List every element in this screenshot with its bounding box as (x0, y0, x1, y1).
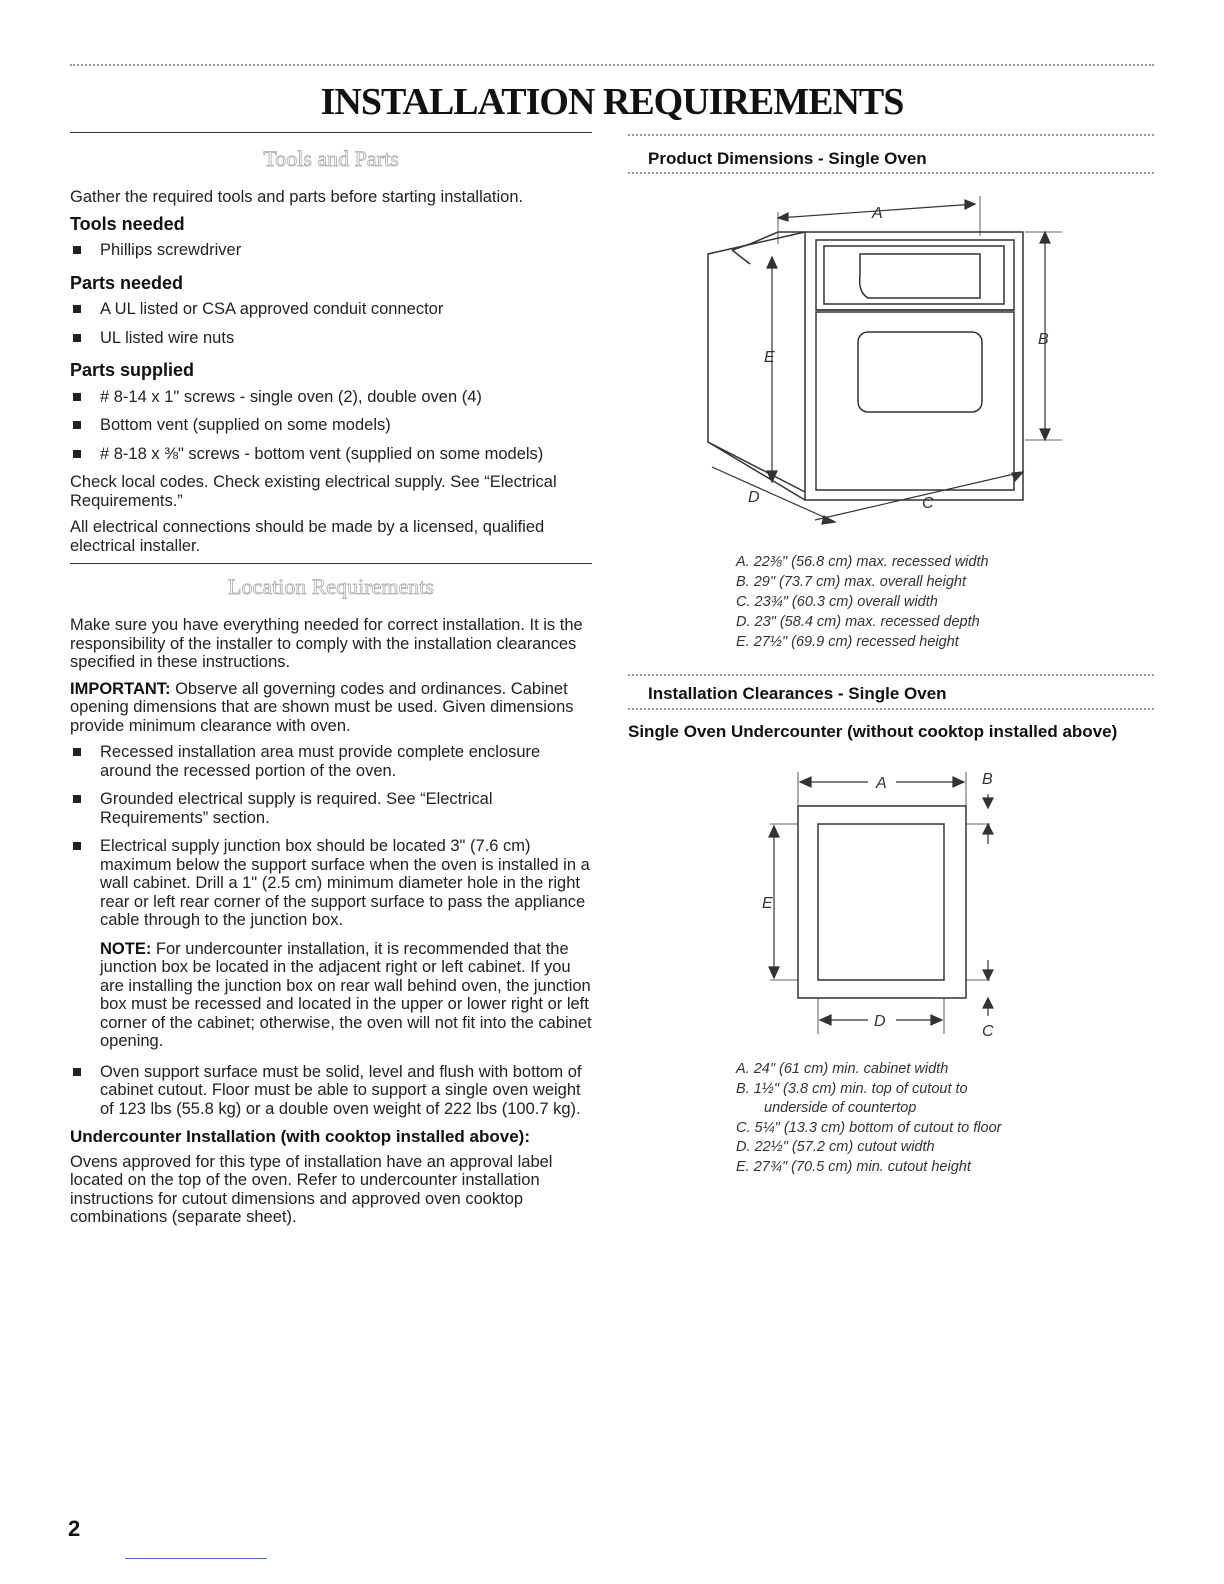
top-dotted-rule (70, 64, 1154, 66)
oven-label-e: E (764, 349, 775, 366)
location-intro: Make sure you have everything needed for correct installation. It is the responsibility of the installer to comply with the installation clearances specified in these instructions. (70, 616, 583, 671)
location-list (70, 743, 592, 930)
check-codes-text: Check local codes. Check existing electrical supply. See “Electrical Requirements.” (70, 473, 557, 510)
oven-legend (736, 552, 989, 652)
parts-needed-list (70, 300, 592, 347)
legend-item: B. 29" (73.7 cm) max. overall height (736, 574, 966, 590)
cabinet-label-d: D (874, 1013, 886, 1030)
tools-parts-heading: Tools and Parts (263, 146, 399, 171)
legend-item: D. 23" (58.4 cm) max. recessed depth (736, 614, 980, 630)
cabinet-label-e: E (762, 895, 773, 912)
clearances-top-rule (628, 674, 1154, 676)
heading-dotted-rule (628, 172, 1154, 174)
cabinet-clearance-diagram (750, 764, 1010, 1044)
legend-item: underside of countertop (764, 1100, 917, 1116)
intro-text: Gather the required tools and parts before starting installation. (70, 188, 524, 206)
important-paragraph (70, 680, 592, 736)
list-item: # 8-18 x ⅜" screws - bottom vent (supplied on some models) (70, 445, 592, 464)
product-dimensions-heading: Product Dimensions - Single Oven (648, 149, 927, 168)
location-list-2 (70, 1063, 592, 1119)
right-column-dotted-rule (628, 134, 1154, 136)
clearances-bottom-rule (628, 708, 1154, 710)
list-item: Bottom vent (supplied on some models) (70, 416, 592, 435)
legend-item: C. 23¾" (60.3 cm) overall width (736, 594, 938, 610)
list-item: Oven support surface must be solid, level and flush with bottom of cabinet cutout. Floor must be able to support a single oven weight of 123 lbs (55.8 kg) or a double oven weight of 222 lbs (100.7 kg). (70, 1063, 592, 1119)
footer-line (125, 1558, 267, 1559)
clearances-heading: Installation Clearances - Single Oven (648, 684, 947, 703)
tools-needed-list (70, 241, 592, 260)
cabinet-label-a: A (876, 775, 887, 792)
legend-item: D. 22½" (57.2 cm) cutout width (736, 1139, 935, 1155)
list-item: Grounded electrical supply is required. See “Electrical Requirements” section. (70, 790, 592, 827)
oven-label-b: B (1038, 331, 1049, 348)
licensed-text: All electrical connections should be made by a licensed, qualified electrical installer. (70, 518, 545, 555)
important-text: Observe all governing codes and ordinances. Cabinet opening dimensions that are shown must be used. Given dimensions provide minimum clearance with oven. (70, 679, 574, 735)
legend-item: B. 1½" (3.8 cm) min. top of cutout to (736, 1080, 968, 1097)
legend-item: A. 22⅜" (56.8 cm) max. recessed width (736, 554, 989, 570)
list-item: UL listed wire nuts (70, 329, 592, 348)
legend-item: A. 24" (61 cm) min. cabinet width (736, 1061, 949, 1077)
note-paragraph (70, 940, 592, 1051)
cabinet-label-b: B (982, 771, 993, 788)
note-text: For undercounter installation, it is recommended that the junction box be located in the adjacent right or left cabinet. If you are installing the junction box on rear wall behind oven, the junction box must be recessed and located in the upper or lower right or left corner of the cabinet; otherwise, the oven will not fit into the cabinet opening. (100, 939, 592, 1050)
parts-supplied-list (70, 388, 592, 464)
parts-supplied-heading: Parts supplied (70, 360, 195, 380)
parts-needed-heading: Parts needed (70, 272, 184, 293)
oven-label-d: D (748, 489, 760, 506)
list-item: A UL listed or CSA approved conduit connector (70, 300, 592, 319)
undercounter-heading: Undercounter Installation (with cooktop installed above): (70, 1127, 530, 1146)
left-column (70, 146, 592, 1235)
location-heading: Location Requirements (228, 574, 434, 599)
cabinet-label-c: C (982, 1023, 994, 1040)
tools-needed-heading: Tools needed (70, 213, 185, 234)
legend-item: C. 5¼" (13.3 cm) bottom of cutout to floor (736, 1119, 1002, 1136)
left-column-rule (70, 132, 592, 133)
oven-label-c: C (922, 495, 934, 512)
note-label: NOTE: (100, 939, 152, 958)
undercounter-subheading: Single Oven Undercounter (without cooktop installed above) (628, 722, 1118, 741)
legend-item: E. 27½" (69.9 cm) recessed height (736, 634, 959, 650)
list-item: Phillips screwdriver (70, 241, 592, 260)
list-item: # 8-14 x 1" screws - single oven (2), double oven (4) (70, 388, 592, 407)
legend-item: E. 27¾" (70.5 cm) min. cutout height (736, 1158, 971, 1175)
oven-dimension-diagram (690, 192, 1110, 532)
oven-label-a: A (872, 205, 883, 222)
page-number: 2 (68, 1516, 81, 1541)
section-divider (70, 563, 592, 564)
list-item: Recessed installation area must provide complete enclosure around the recessed portion of the oven. (70, 743, 592, 780)
cabinet-legend (736, 1060, 1001, 1177)
page-title: INSTALLATION REQUIREMENTS (320, 81, 904, 123)
important-label: IMPORTANT: (70, 679, 171, 698)
list-item: Electrical supply junction box should be located 3" (7.6 cm) maximum below the support surface when the oven is installed in a wall cabinet. Drill a 1" (2.5 cm) minimum diameter hole in the right rear or left rear corner of the support surface to pass the appliance cable through to the junction box. (70, 837, 592, 930)
undercounter-text: Ovens approved for this type of installation have an approval label located on the top of the oven. Refer to undercounter installation instructions for cutout dimensions and approved oven cooktop combinations (separate sheet). (70, 1152, 553, 1226)
